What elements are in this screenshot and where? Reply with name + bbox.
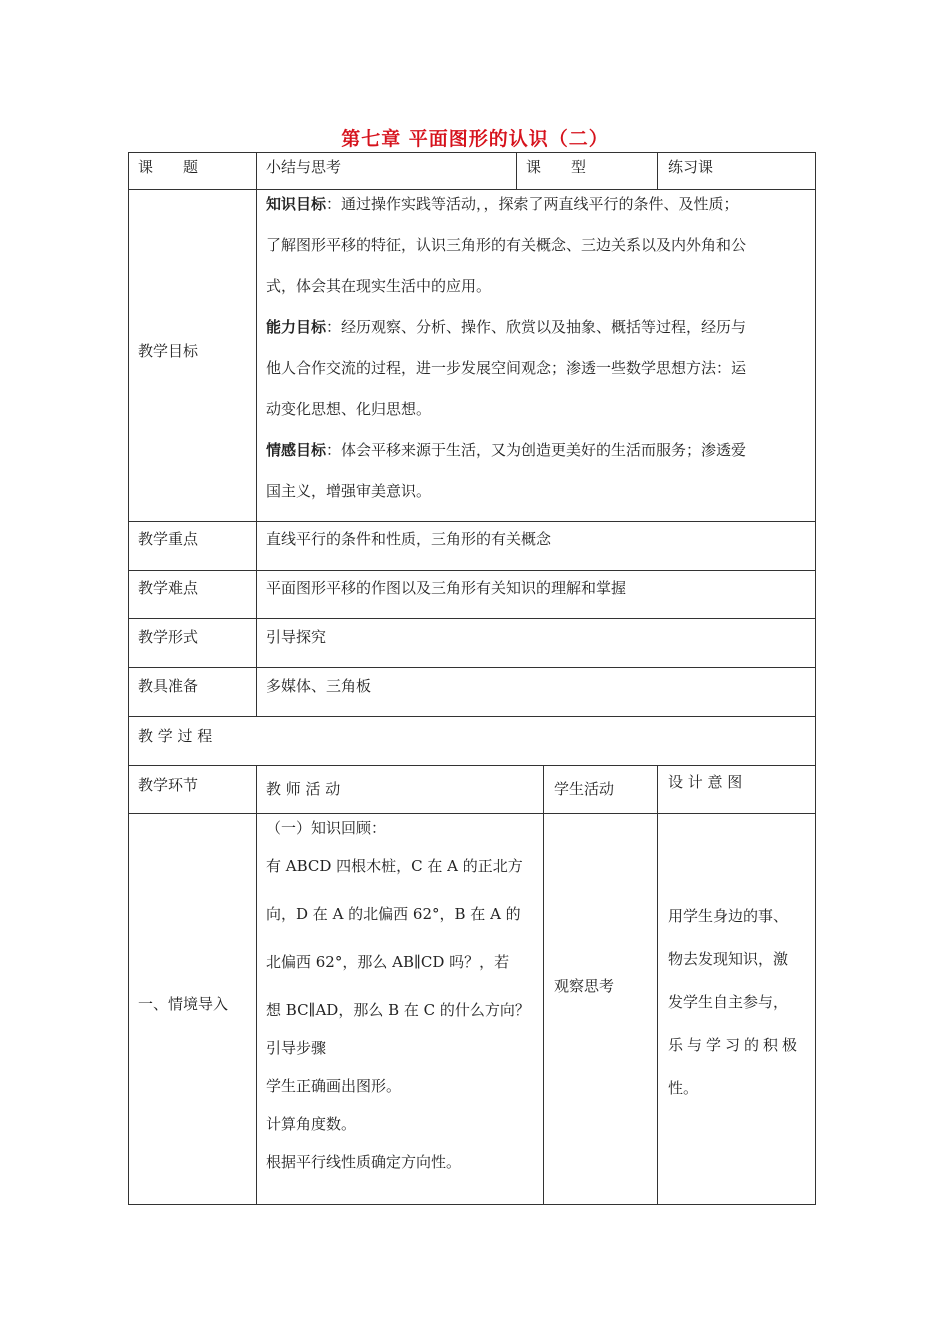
teacher-line: 有 ABCD 四根木桩，C 在 A 的正北方 — [266, 857, 523, 875]
key-points-value: 直线平行的条件和性质，三角形的有关概念 — [266, 530, 552, 548]
goal-line: 式，体会其在现实生活中的应用。 — [266, 277, 492, 295]
design-line: 物去发现知识，激 — [668, 950, 789, 968]
key-points-label: 教学重点 — [138, 530, 199, 548]
ability-goal-text: ：经历观察、分析、操作、欣赏以及抽象、概括等过程，经历与 — [326, 318, 747, 336]
column-teacher: 教 师 活 动 — [266, 780, 341, 798]
difficulties-value: 平面图形平移的作图以及三角形有关知识的理解和掌握 — [266, 579, 627, 597]
table-rule — [256, 765, 257, 1205]
table-rule — [128, 667, 816, 668]
goals-label: 教学目标 — [138, 342, 199, 360]
goal-line: 了解图形平移的特征，认识三角形的有关概念、三边关系以及内外角和公 — [266, 236, 747, 254]
goal-line: 动变化思想、化归思想。 — [266, 400, 432, 418]
section-stage: 一、情境导入 — [138, 995, 229, 1013]
goal-line — [266, 315, 806, 356]
topic-label: 课 题 — [138, 158, 199, 176]
teacher-line: 想 BC∥AD，那么 B 在 C 的什么方向？ — [266, 1001, 530, 1019]
goals-content — [266, 192, 806, 520]
table-rule — [128, 813, 816, 814]
table-rule — [516, 152, 517, 189]
table-rule — [657, 765, 658, 1205]
table-rule — [815, 152, 816, 1205]
table-rule — [128, 765, 816, 766]
teacher-line: 根据平行线性质确定方向性。 — [266, 1153, 462, 1171]
design-line: 用学生身边的事、 — [668, 907, 789, 925]
teacher-line: 北偏西 62°，那么 AB∥CD 吗？，若 — [266, 953, 510, 971]
teacher-line: （一）知识回顾： — [266, 819, 387, 837]
difficulties-label: 教学难点 — [138, 579, 199, 597]
teacher-line: 计算角度数。 — [266, 1115, 357, 1133]
type-label: 课 型 — [526, 158, 587, 176]
table-rule — [128, 152, 816, 153]
topic-value: 小结与思考 — [266, 158, 342, 176]
table-rule — [128, 189, 816, 190]
goal-line — [266, 438, 806, 479]
type-value: 练习课 — [668, 158, 714, 176]
emotion-goal-text: ：体会平移来源于生活，又为创造更美好的生活而服务；渗透爱 — [326, 441, 747, 459]
teacher-activity — [266, 818, 538, 1188]
table-rule — [128, 1204, 816, 1205]
form-label: 教学形式 — [138, 628, 199, 646]
column-stage: 教学环节 — [138, 776, 199, 794]
goal-line: 他人合作交流的过程，进一步发展空间观念；渗透一些数学思想方法：运 — [266, 359, 747, 377]
column-student: 学生活动 — [554, 780, 615, 798]
table-rule — [128, 716, 816, 717]
emotion-goal-heading: 情感目标 — [266, 441, 327, 459]
teacher-line: 引导步骤 — [266, 1039, 327, 1057]
table-rule — [657, 152, 658, 189]
design-line: 发学生自主参与， — [668, 993, 789, 1011]
teacher-line: 向，D 在 A 的北偏西 62°，B 在 A 的 — [266, 905, 521, 923]
design-line: 性。 — [668, 1079, 699, 1097]
goal-line — [266, 192, 806, 233]
table-rule — [128, 618, 816, 619]
ability-goal-heading: 能力目标 — [266, 318, 327, 336]
table-rule — [128, 521, 816, 522]
tools-value: 多媒体、三角板 — [266, 677, 372, 695]
design-intent — [668, 904, 808, 1119]
design-line: 乐与学习的积极 — [668, 1036, 802, 1054]
tools-label: 教具准备 — [138, 677, 199, 695]
process-title: 教 学 过 程 — [138, 727, 213, 745]
goal-line: 国主义，增强审美意识。 — [266, 482, 432, 500]
form-value: 引导探究 — [266, 628, 327, 646]
student-activity: 观察思考 — [554, 977, 615, 995]
table-rule — [543, 765, 544, 1205]
teacher-line: 学生正确画出图形。 — [266, 1077, 402, 1095]
knowledge-goal-text: ：通过操作实践等活动，，探索了两直线平行的条件、及性质； — [326, 195, 739, 213]
table-rule — [128, 570, 816, 571]
table-rule — [128, 152, 129, 1205]
knowledge-goal-heading: 知识目标 — [266, 195, 327, 213]
table-rule — [256, 152, 257, 716]
page-title: 第七章 平面图形的认识（二） — [341, 128, 609, 150]
column-design: 设 计 意 图 — [668, 773, 743, 791]
